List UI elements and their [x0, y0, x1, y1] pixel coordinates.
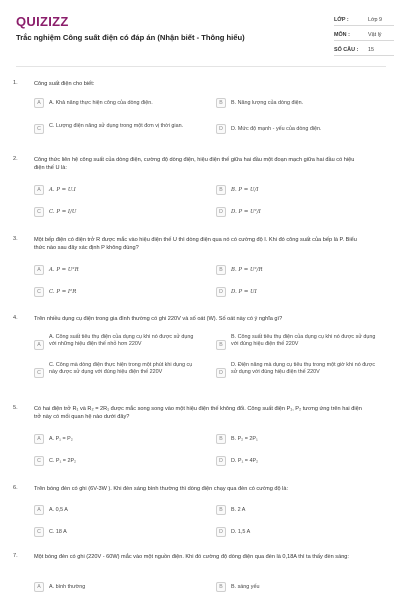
option-letter-box: B — [216, 434, 226, 444]
option-letter-box: D — [216, 287, 226, 297]
option-text: C. Công mà dòng điện thực hiện trong một phút khi dụng cụ này được sử dụng với đúng hiệu điện thế 220V — [49, 362, 193, 375]
option-text: A. Công suất tiêu thụ điện của dụng cụ khi nó được sử dụng với những hiệu điện thế nhỏ hơn 220V — [49, 334, 194, 347]
option-text: B. Công suất tiêu thụ điện của dụng cụ khi nó được sử dụng với đúng hiệu điện thế 220V — [231, 334, 376, 347]
question-number: 1. — [13, 80, 18, 86]
option-letter-box: B — [216, 185, 226, 195]
option-text: B. 2 A — [231, 507, 246, 513]
header-divider — [16, 66, 386, 67]
option-text: C. Lượng điện năng sử dụng trong một đơn vị thời gian. — [49, 123, 184, 129]
option-letter-box: C — [34, 456, 44, 466]
question-text: Công thức liên hệ công suất của dòng điện, cường độ dòng điện, hiệu điện thế giữa hai đầu một đoạn mạch giữa hai đầu có hiệu điện thế U là: — [34, 157, 355, 171]
option-letter-box: A — [34, 505, 44, 515]
question-text: Trên bóng đèn có ghi (6V-3W ). Khi đèn sáng bình thường thì dòng điện chạy qua đèn có cường độ là: — [34, 486, 289, 492]
option-letter-box: D — [216, 368, 226, 378]
question-number: 6. — [13, 485, 18, 491]
option-letter-box: D — [216, 207, 226, 217]
option-text: C. P = I/U — [49, 209, 77, 215]
meta-row-class — [334, 14, 394, 26]
option-text: A. P = U²R — [49, 267, 79, 273]
option-letter-box: A — [34, 340, 44, 350]
meta-key: LỚP : — [334, 17, 349, 23]
option-letter-box: C — [34, 368, 44, 378]
page-header — [0, 0, 400, 70]
option-text: C. 18 A — [49, 529, 67, 535]
option-text: A. Khả năng thực hiện công của dòng điện. — [49, 100, 153, 106]
question-text: Một bếp điện có điện trở R được mắc vào hiệu điện thế U thì dòng điện qua nó có cường độ I. Khi đó công suất của bếp là P. Biểu thức nào sau đây xác định P không đúng? — [34, 237, 357, 251]
option-text: B. P = U²/R — [231, 267, 263, 273]
option-letter-box: A — [34, 185, 44, 195]
option-letter-box: B — [216, 98, 226, 108]
option-letter-box: B — [216, 265, 226, 275]
option-text: B. Năng lượng của dòng điện. — [231, 100, 304, 106]
meta-row-subject — [334, 29, 394, 41]
question-number: 7. — [13, 553, 18, 559]
option-letter-box: A — [34, 582, 44, 592]
option-text: D. 1,5 A — [231, 529, 251, 535]
option-text: D. P = U²/I — [231, 209, 261, 215]
meta-value: 15 — [368, 47, 374, 53]
option-text: B. sáng yếu — [231, 584, 260, 590]
question-number: 5. — [13, 405, 18, 411]
question-number: 3. — [13, 236, 18, 242]
option-letter-box: C — [34, 287, 44, 297]
option-text: C. P₁ = 2P₂ — [49, 458, 77, 464]
meta-value: Lớp 9 — [368, 17, 383, 23]
meta-key: MÔN : — [334, 32, 350, 38]
option-letter-box: C — [34, 207, 44, 217]
option-text: B. P₂ = 2P₁ — [231, 436, 258, 442]
option-letter-box: A — [34, 434, 44, 444]
question-text: Công suất điện cho biết: — [34, 81, 95, 87]
option-letter-box: B — [216, 340, 226, 350]
option-letter-box: D — [216, 124, 226, 134]
option-text: C. P = I²R — [49, 289, 77, 295]
option-letter-box: B — [216, 505, 226, 515]
option-text: A. P₁ = P₂ — [49, 436, 73, 442]
question-number: 4. — [13, 315, 18, 321]
document-title: Trắc nghiệm Công suất điện có đáp án (Nhận biết - Thông hiểu) — [16, 33, 245, 42]
option-text: D. Điện năng mà dụng cụ tiêu thụ trong một giờ khi nó được sử dụng với đúng hiệu điện thế 220V — [231, 362, 376, 375]
option-letter-box: A — [34, 98, 44, 108]
option-letter-box: D — [216, 456, 226, 466]
option-text: B. P = U/I — [231, 187, 259, 193]
meta-key: SỐ CÂU : — [334, 47, 359, 53]
option-letter-box: C — [34, 527, 44, 537]
option-text: A. P = U.I — [49, 187, 76, 193]
option-text: D. P = UI — [231, 289, 257, 295]
question-number: 2. — [13, 156, 18, 162]
option-letter-box: C — [34, 124, 44, 134]
option-letter-box: D — [216, 527, 226, 537]
question-text: Có hai điện trở R₁ và R₂ = 2R₁ được mắc song song vào một hiệu điện thế không đổi. Công suất điện P₁, P₂ tương ứng trên hai điện trở này có mối quan hệ nào dưới đây? — [34, 406, 362, 420]
option-text: D. Mức độ mạnh - yếu của dòng điện. — [231, 126, 322, 132]
question-text: Một bóng đèn có ghi (220V - 60W) mắc vào một nguồn điện. Khi đó cường độ dòng điện qua đèn là 0,18A thì ta thấy đèn sáng: — [34, 554, 349, 560]
option-text: D. P₁ = 4P₂ — [231, 458, 259, 464]
option-letter-box: A — [34, 265, 44, 275]
option-text: A. bình thường — [49, 584, 86, 590]
meta-row-count — [334, 44, 394, 56]
option-letter-box: B — [216, 582, 226, 592]
option-text: A. 0,5 A — [49, 507, 68, 513]
meta-value: Vật lý — [368, 32, 382, 38]
question-text: Trên nhiều dụng cụ điện trong gia đình thường có ghi 220V và số oát (W). Số oát này có ý nghĩa gì? — [34, 316, 283, 322]
quizizz-logo: QUIZIZZ — [16, 14, 69, 29]
